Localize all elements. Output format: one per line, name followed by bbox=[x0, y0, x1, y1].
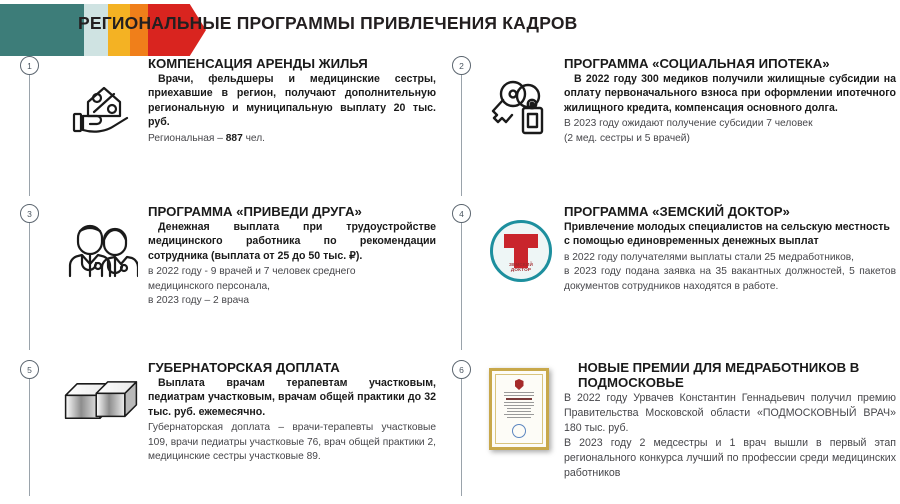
program-lead-4: Привлечение молодых специалистов на сельскую местность с помощью единовременных денежных выплат bbox=[564, 221, 890, 248]
program-sub-6-1: В 2023 году 2 медсестры и 1 врач вышли в первый этап регионального конкурса лучший по профессии среди медицинских работников bbox=[564, 437, 896, 480]
marker-rule-2 bbox=[461, 74, 462, 196]
program-lead-1: Врачи, фельдшеры и медицинские сестры, приехавшие в регион, получают дополнительную региональную и муниципальную выплату 20 тыс. руб. bbox=[148, 73, 436, 129]
program-title-3: ПРОГРАММА «ПРИВЕДИ ДРУГА» bbox=[148, 204, 362, 219]
zemsky-doctor-label: ЗЕМСКИЙ ДОКТОР bbox=[509, 261, 533, 273]
program-sub-2-1: (2 мед. сестры и 5 врачей) bbox=[564, 132, 690, 144]
cert-line bbox=[507, 411, 531, 412]
program-sub-4-0: в 2022 году получателями выплаты стали 25 медработников, bbox=[564, 251, 855, 263]
cert-line bbox=[504, 392, 534, 393]
program-sub-5-0: Губернаторская доплата – врачи-терапевты участковые 109, врачи педиатры участковые 76, врач общей практики 2, медицинские сестры участковые 89. bbox=[148, 422, 436, 463]
program-title-4: ПРОГРАММА «ЗЕМСКИЙ ДОКТОР» bbox=[564, 204, 790, 219]
certificate-inner bbox=[495, 374, 543, 444]
marker-rule-6 bbox=[461, 378, 462, 496]
zemsky-doctor-circle bbox=[490, 220, 552, 282]
marker-rule-3 bbox=[29, 222, 30, 350]
sub-text: Региональная – bbox=[148, 132, 226, 144]
marker-rule-4 bbox=[461, 222, 462, 350]
marker-number-4: 4 bbox=[452, 204, 471, 223]
cert-line bbox=[504, 414, 534, 415]
program-title-1: КОМПЕНСАЦИЯ АРЕНДЫ ЖИЛЬЯ bbox=[148, 56, 368, 71]
cert-seal-icon bbox=[512, 424, 526, 438]
cert-line bbox=[507, 408, 531, 409]
red-cross-horizontal bbox=[504, 234, 538, 248]
program-body-5 bbox=[148, 360, 436, 465]
coat-of-arms-icon bbox=[515, 379, 524, 390]
cert-heading-line bbox=[506, 398, 533, 400]
marker-number-5: 5 bbox=[20, 360, 39, 379]
marker-rule-5 bbox=[29, 378, 30, 496]
cert-line bbox=[504, 405, 534, 406]
program-sub-3-1: медицинского персонала, bbox=[148, 280, 271, 292]
program-body-6 bbox=[564, 360, 896, 481]
program-title-2: ПРОГРАММА «СОЦИАЛЬНАЯ ИПОТЕКА» bbox=[564, 56, 830, 71]
marker-3 bbox=[20, 204, 46, 223]
program-sub-3-0: в 2022 году - 9 врачей и 7 человек среднего bbox=[148, 266, 356, 278]
program-body-2 bbox=[564, 56, 896, 146]
slide-header bbox=[0, 0, 900, 58]
page-title: РЕГИОНАЛЬНЫЕ ПРОГРАММЫ ПРИВЛЕЧЕНИЯ КАДРОВ bbox=[78, 13, 578, 33]
program-lead-2: В 2022 году 300 медиков получили жилищные субсидии на оплату первоначального взноса при оформлении ипотечного жилищного кредита, компенсация основного долга. bbox=[564, 73, 896, 114]
program-body-3 bbox=[148, 204, 436, 309]
two-doctors-icon bbox=[62, 222, 140, 300]
marker-1 bbox=[20, 56, 46, 75]
marker-5 bbox=[20, 360, 46, 379]
certificate-sheet bbox=[489, 368, 549, 450]
marker-rule-1 bbox=[29, 74, 30, 196]
certificate-icon bbox=[480, 368, 558, 446]
program-title-5: ГУБЕРНАТОРСКАЯ ДОПЛАТА bbox=[148, 360, 340, 375]
marker-2 bbox=[452, 56, 478, 75]
program-title-6: НОВЫЕ ПРЕМИИ ДЛЯ МЕДРАБОТНИКОВ В ПОДМОСКОВЬЕ bbox=[578, 360, 860, 391]
marker-6 bbox=[452, 360, 478, 379]
marker-number-3: 3 bbox=[20, 204, 39, 223]
keys-tag-icon bbox=[482, 78, 560, 156]
program-sub-6-0: В 2022 году Урвачев Константин Геннадьевич получил премию Правительства Московской области «ПОДМОСКОВНЫЙ ВРАЧ» 180 тыс. руб. bbox=[564, 392, 896, 435]
program-sub-4-1: в 2023 году подана заявка на 35 вакантных должностей, 5 пакетов документов сотрудников находятся в работе. bbox=[564, 266, 896, 292]
program-body-4 bbox=[564, 204, 896, 294]
program-body-1 bbox=[148, 56, 436, 146]
program-sub-3-2: в 2023 году – 2 врача bbox=[148, 295, 250, 307]
sub-bold: 887 bbox=[225, 132, 243, 144]
program-lead-5: Выплата врачам терапевтам участковым, педиатрам участковым, врачам общей практики до 32 тыс. руб. ежемесячно. bbox=[148, 377, 436, 418]
cert-line bbox=[507, 417, 531, 418]
zemsky-doctor-badge-icon bbox=[482, 220, 560, 298]
marker-4 bbox=[452, 204, 478, 223]
program-sub-2-0: В 2023 году ожидают получение субсидии 7 человек bbox=[564, 118, 813, 130]
cert-line bbox=[504, 395, 534, 396]
program-lead-3: Денежная выплата при трудоустройстве медицинского работника по рекомендации сотрудника (выплата от 25 до 50 тыс. ₽). bbox=[148, 221, 436, 262]
marker-number-1: 1 bbox=[20, 56, 39, 75]
marker-number-2: 2 bbox=[452, 56, 471, 75]
hand-house-percent-icon bbox=[62, 78, 140, 156]
money-bricks-icon bbox=[62, 380, 140, 458]
programs-grid bbox=[0, 56, 900, 504]
marker-number-6: 6 bbox=[452, 360, 471, 379]
cert-line bbox=[504, 402, 534, 403]
program-sub-1-0 bbox=[148, 132, 436, 146]
sub-tail: чел. bbox=[242, 132, 266, 144]
